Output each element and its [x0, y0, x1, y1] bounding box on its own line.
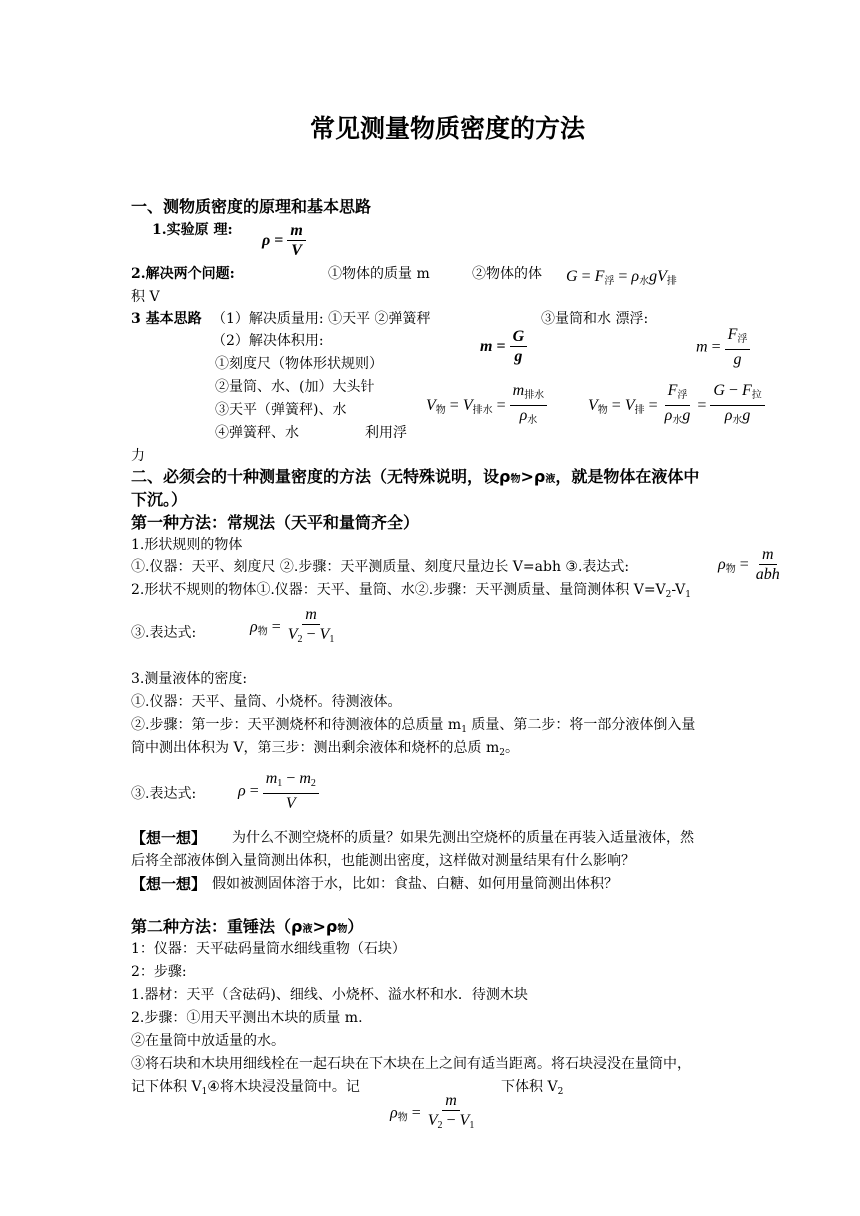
- method2-line4: 2.步骤：①用天平测出木块的质量 m.: [131, 1010, 363, 1026]
- problem-volume: ②物体的体: [472, 266, 542, 282]
- section2-heading-line2: 下沉。）: [131, 490, 188, 509]
- regular-line: ①.仪器：天平、刻度尺 ②.步骤：天平测质量、刻度尺量边长 V=abh ③.表达式:: [131, 559, 630, 575]
- method2-line1: 1：仪器：天平砝码量筒水细线重物（石块）: [131, 941, 406, 957]
- think1-line-a: 为什么不测空烧杯的质量？如果先测出空烧杯的质量在再装入适量液体，然: [232, 830, 694, 846]
- volume-line: （2）解决体积用:: [212, 333, 324, 349]
- liquid-steps-b: 筒中测出体积为 V，第三步：测出剩余液体和烧杯的总质 $m_2$。: [131, 740, 520, 758]
- basic-label: 3 基本思路: [131, 311, 202, 327]
- method2-line6: ③将石块和木块用细线栓在一起石块在下木块在上之间有适当距离。将石块浸没在量筒中，: [131, 1056, 691, 1072]
- buoyancy-formula: $G = F_浮 = \rho_水gV_排$: [566, 268, 677, 287]
- volume-displaced-formula: $V_物 = V_{排水}$ = $\frac{m_{排水}}{\rho_水}$: [426, 382, 547, 431]
- volume-item-2: ②量筒、水、(加）大头针: [215, 379, 375, 395]
- think2-line: 假如被测固体溶于水，比如：食盐、白糖、如何用量筒测出体积？: [212, 876, 618, 892]
- volume-item-1: ①刻度尺（物体形状规则）: [215, 356, 383, 372]
- mass-from-weight-formula: m = $\frac{G}{g}$: [480, 328, 527, 367]
- irregular-line: 2.形状不规则的物体①.仪器：天平、量筒、水②.步骤：天平测质量、量筒测体积 $V=V_2-V_1$: [131, 582, 691, 600]
- method1-heading: 第一种方法：常规法（天平和量筒齐全）: [131, 513, 420, 532]
- problem-mass: ①物体的质量 m: [328, 266, 430, 282]
- liquid-title: 3.测量液体的密度:: [131, 671, 248, 687]
- method2-line7-tail: 下体积 $V_2$: [501, 1079, 564, 1097]
- mass-option3: ③量筒和水 漂浮:: [541, 311, 649, 327]
- buoyancy-tail: 利用浮: [365, 425, 407, 441]
- mass-from-buoyancy-formula: m = $\frac{F_浮}{g}$: [696, 326, 750, 370]
- liquid-expr-label: ③.表达式:: [131, 786, 197, 802]
- method2-line2: 2：步骤:: [131, 964, 187, 980]
- method2-line3: 1.器材：天平（含砝码)、细线、小烧杯、溢水杯和水．待测木块: [131, 987, 528, 1003]
- irregular-expr-label: ③.表达式:: [131, 625, 197, 641]
- section2-heading-line1: 二、必须会的十种测量密度的方法（无特殊说明，设ρ物>ρ液，就是物体在液体中: [131, 467, 700, 486]
- think1-line-b: 后将全部液体倒入量筒测出体积，也能测出密度，这样做对测量结果有什么影响？: [131, 853, 635, 869]
- page-title: 常见测量物质密度的方法: [310, 114, 586, 143]
- section1-heading: 一、测物质密度的原理和基本思路: [131, 197, 372, 216]
- buoyancy-tail2: 力: [131, 448, 145, 464]
- volume-buoyancy-formula: $V_物 = V_排$ = $\frac{F_浮}{\rho_水g}$ = $\frac{G - F_拉}{\rho_水g}$: [588, 382, 765, 431]
- liquid-steps-a: ②.步骤：第一步：天平测烧杯和待测液体的总质量 $m_1$ 质量、第二步：将一部分液体倒入量: [131, 717, 696, 735]
- liquid-tools: ①.仪器：天平、量筒、小烧杯。待测液体。: [131, 694, 402, 710]
- regular-title: 1.形状规则的物体: [131, 537, 243, 553]
- method2-line7: 记下体积 $V_1④$将木块浸没量筒中。记: [131, 1079, 360, 1097]
- think-label-1: 【想一想】: [131, 829, 207, 847]
- regular-formula: $\rho_物$ = $\frac{m}{\text{abh}}$: [718, 546, 780, 583]
- method2-line5: ②在量筒中放适量的水。: [131, 1033, 285, 1049]
- principle-formula: ρ = $\frac{m}{V}$: [262, 222, 306, 261]
- irregular-formula: $\rho_物$ = $\frac{m}{V_2 - V_1}$: [250, 606, 335, 645]
- think-label-2: 【想一想】: [131, 875, 207, 893]
- two-problems-label: 2.解决两个问题:: [131, 266, 235, 282]
- mass-line: （1）解决质量用: ①天平 ②弹簧秤: [212, 311, 431, 327]
- method2-formula: $\rho_物$ = $\frac{m}{V_2 - V_1}$: [390, 1092, 475, 1131]
- method2-heading: 第二种方法：重锤法（ρ液>ρ物）: [131, 917, 364, 936]
- volume-item-3: ③天平（弹簧秤)、水: [215, 402, 347, 418]
- liquid-formula: ρ = $\frac{m_1 - m_2}{V}$: [238, 770, 319, 814]
- volume-item-4: ④弹簧秤、水: [215, 425, 299, 441]
- principle-label: 1.实验原 理:: [152, 222, 233, 238]
- problem-volume-cont: 积 V: [131, 289, 160, 305]
